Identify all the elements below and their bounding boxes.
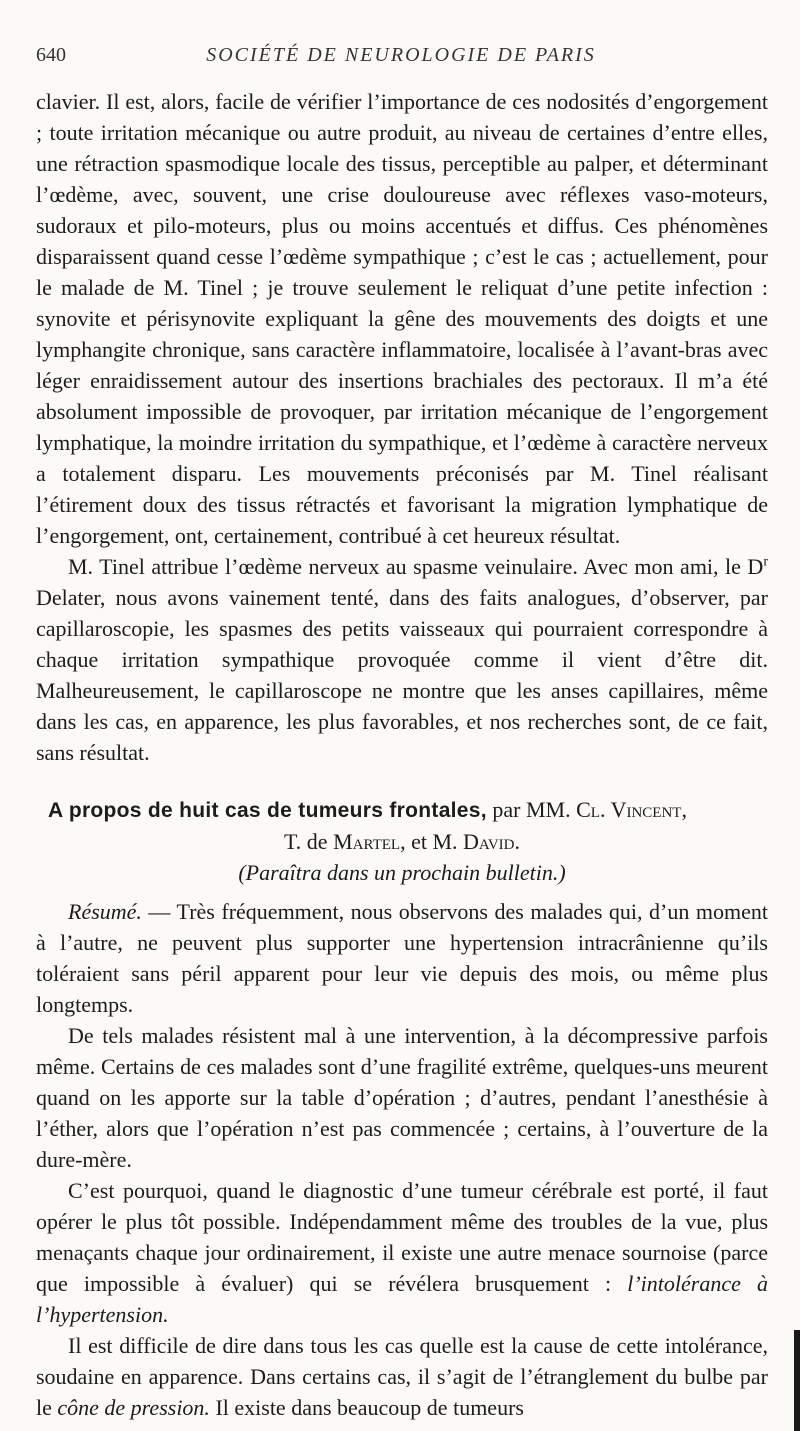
article-heading	[36, 794, 768, 826]
paragraph	[36, 1330, 768, 1423]
paragraph: clavier. Il est, alors, facile de vérifier l’importance de ces nodosités d’engorgement ; toute irritation mécanique ou autre produit, au niveau de certaines d’entre elles, une rétraction spasmodique locale des tissus, perceptible au palper, et déterminant l’œdème, avec, souvent, une crise douloureuse avec réflexes vaso-moteurs, sudoraux et pilo-moteurs, plus ou moins accentués et diffus. Ces phénomènes disparaissent quand cesse l’œdème sympathique ; c’est le cas ; actuellement, pour le malade de M. Tinel ; je trouve seulement le reliquat d’une petite infection : synovite et périsynovite expliquant la gêne des mouvements des doigts et une lymphangite chronique, sans caractère inflammatoire, localisée à l’avant-bras avec léger enraidissement autour des insertions brachiales des pectoraux. Il m’a été absolument impossible de provoquer, par irritation mécanique de l’engorgement lymphatique, la moindre irritation du sympathique, et l’œdème à caractère nerveux a totalement disparu. Les mouvements préconisés par M. Tinel réalisant l’étirement doux des tissus rétractés et favorisant la migration lymphatique de l’engorgement, ont, certainement, contribué à cet heureux résultat.	[36, 89, 768, 548]
author-name: David.	[463, 829, 520, 854]
text-run: Il est difficile de dire dans tous les cas quelle est la cause de cette intolérance, soudaine en apparence. Dans certains cas, il s’agit de l’étranglement du bulbe par le	[36, 1333, 768, 1420]
byline-prefix: par MM.	[486, 797, 577, 822]
publication-note: (Paraîtra dans un prochain bulletin.)	[238, 860, 566, 885]
resume-label: Résumé.	[68, 899, 142, 924]
page-header	[36, 44, 766, 74]
article-title: A propos de huit cas de tumeurs frontales,	[48, 799, 487, 822]
text-run: Il existe dans beaucoup de tumeurs	[209, 1395, 524, 1420]
paragraph	[36, 551, 768, 768]
byline	[36, 826, 768, 857]
byline-text: T. de	[284, 829, 334, 854]
author-name: Cl. Vincent,	[576, 797, 687, 822]
running-title: SOCIÉTÉ DE NEUROLOGIE DE PARIS	[206, 44, 596, 66]
superscript: r	[763, 554, 768, 570]
scan-edge	[794, 1330, 800, 1431]
text-run: C’est pourquoi, quand le diagnostic d’une tumeur cérébrale est porté, il faut opérer le plus tôt possible. Indépendamment même des troubles de la vue, plus menaçants chaque jour ordinairement, il existe une autre menace sournoise (parce que impossible à évaluer) qui se révélera brusquement :	[36, 1178, 768, 1296]
paragraph	[36, 1175, 768, 1330]
paragraph	[36, 896, 768, 1020]
page-number: 640	[36, 44, 66, 66]
text-run: — Très fréquemment, nous observons des malades qui, d’un moment à l’autre, ne peuvent plus supporter une hypertension intracrânienne qu’ils toléraient sans péril apparent pour leur vie depuis des mois, ou même plus longtemps.	[36, 899, 768, 1017]
author-name: Martel,	[333, 829, 406, 854]
text-run: Delater, nous avons vainement tenté, dans des faits analogues, d’observer, par capillaroscopie, les spasmes des petits vaisseaux qui pourraient correspondre à chaque irritation sympathique provoquée comme il vient d’être dit. Malheureusement, le capillaroscope ne montre que les anses capillaires, même dans les cas, en apparence, les plus favorables, et nos recherches sont, de ce fait, sans résultat.	[36, 585, 768, 765]
emphasis: cône de pression.	[57, 1395, 210, 1420]
emphasis: l’intolérance à l’hypertension.	[36, 1271, 768, 1327]
page-body	[36, 86, 768, 1423]
byline-text: et M.	[405, 829, 464, 854]
paragraph: De tels malades résistent mal à une intervention, à la décompressive parfois même. Certains de ces malades sont d’une fragilité extrême, quelques-uns meurent quand on les apporte sur la table d’opération ; d’autres, pendant l’anesthésie à l’éther, alors que l’opération n’est pas commencée ; certains, à l’ouverture de la dure-mère.	[36, 1023, 768, 1172]
text-run: M. Tinel attribue l’œdème nerveux au spasme veinulaire. Avec mon ami, le D	[68, 554, 764, 579]
